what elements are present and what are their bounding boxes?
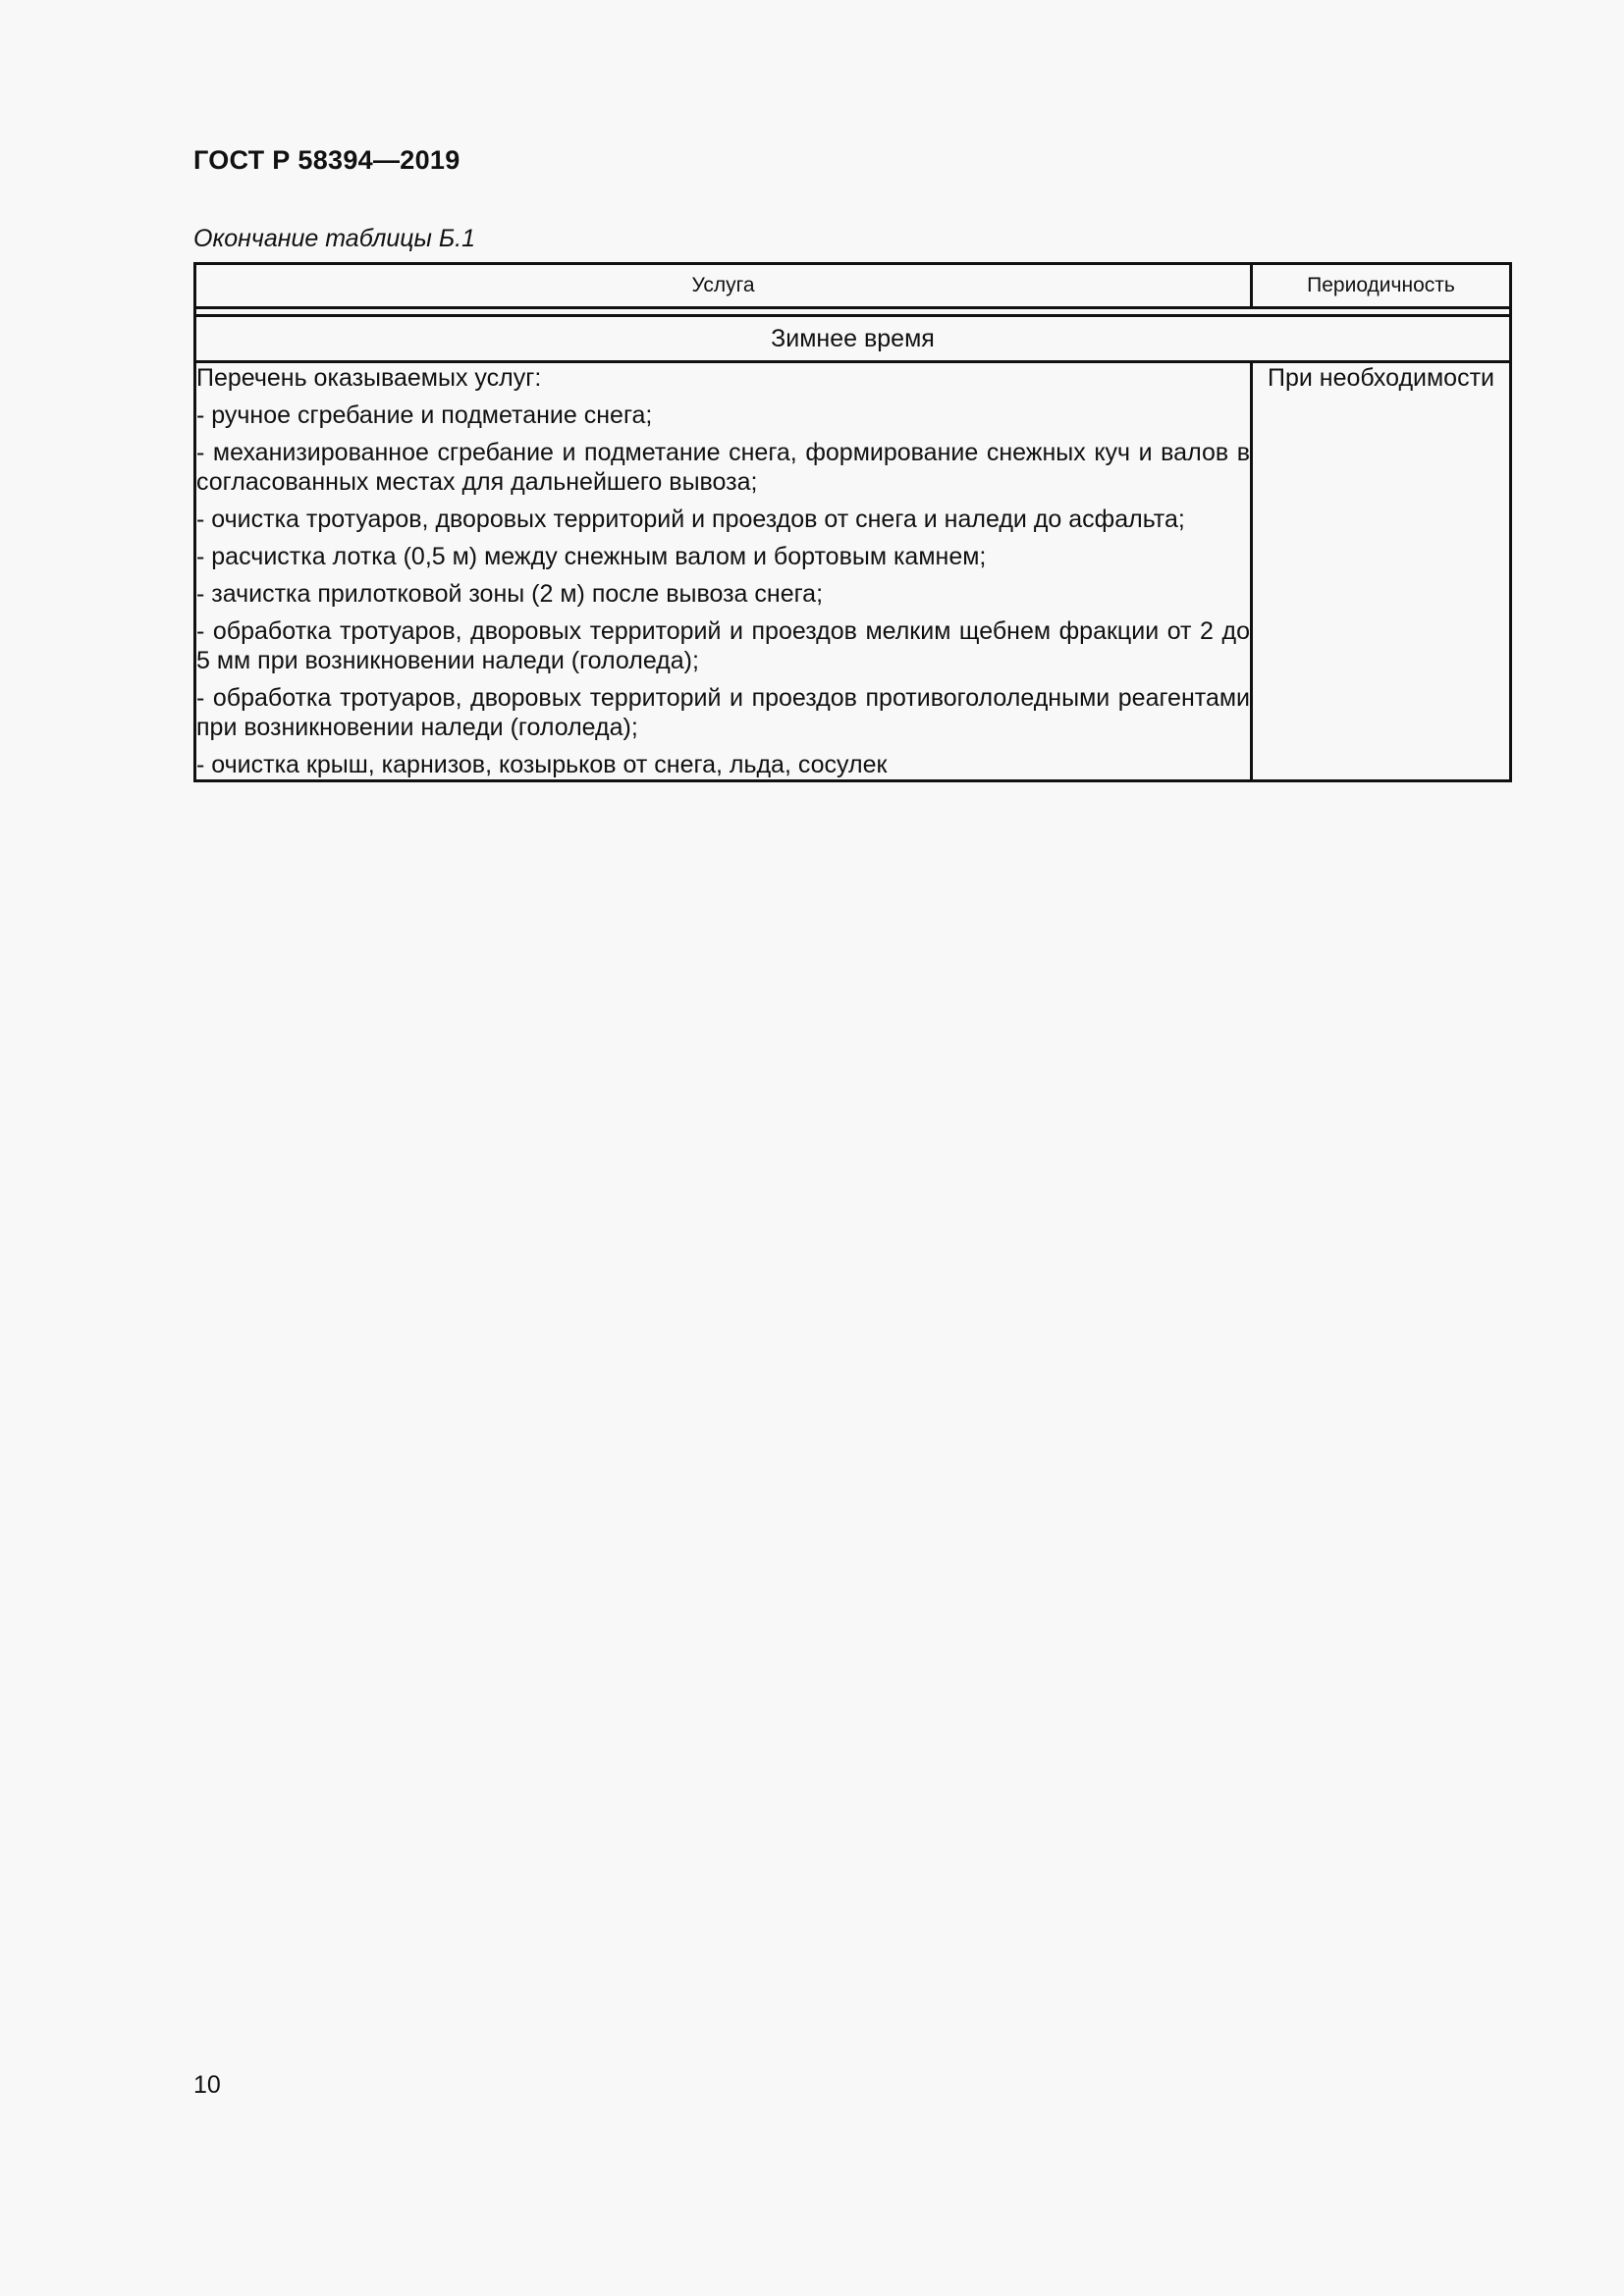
column-header-periodicity: Периодичность <box>1252 264 1511 308</box>
table-header-row <box>195 264 1511 308</box>
table-row <box>195 362 1511 781</box>
section-row <box>195 316 1511 362</box>
periodicity-cell: При необходимости <box>1252 362 1511 781</box>
list-item: - очистка тротуаров, дворовых территорий и проездов от снега и наледи до асфальта; <box>196 506 1185 533</box>
list-item: - механизированное сгребание и подметание снега, формирование снежных куч и валов в согласованных местах для дальнейшего вывоза; <box>196 439 1250 496</box>
list-item: - расчистка лотка (0,5 м) между снежным валом и бортовым камнем; <box>196 543 987 570</box>
list-item: - очистка крыш, карнизов, козырьков от снега, льда, сосулек <box>196 751 888 778</box>
list-item: - зачистка прилотковой зоны (2 м) после вывоза снега; <box>196 580 824 608</box>
page-number: 10 <box>193 2071 221 2099</box>
service-table <box>193 262 1512 782</box>
list-item: - обработка тротуаров, дворовых территорий и проездов противогололедными реагентами при возникновении наледи (гололеда); <box>196 684 1250 741</box>
header-double-rule <box>195 308 1511 316</box>
services-cell <box>195 362 1252 781</box>
service-table-container <box>193 262 1509 782</box>
section-title-winter: Зимнее время <box>195 316 1511 362</box>
list-item: - обработка тротуаров, дворовых территорий и проездов мелким щебнем фракции от 2 до 5 мм при возникновении наледи (гололеда); <box>196 617 1250 674</box>
column-header-service: Услуга <box>195 264 1252 308</box>
document-standard-number: ГОСТ Р 58394—2019 <box>193 145 460 175</box>
table-caption: Окончание таблицы Б.1 <box>193 225 475 252</box>
list-item: - ручное сгребание и подметание снега; <box>196 401 653 429</box>
services-intro: Перечень оказываемых услуг: <box>196 364 542 392</box>
